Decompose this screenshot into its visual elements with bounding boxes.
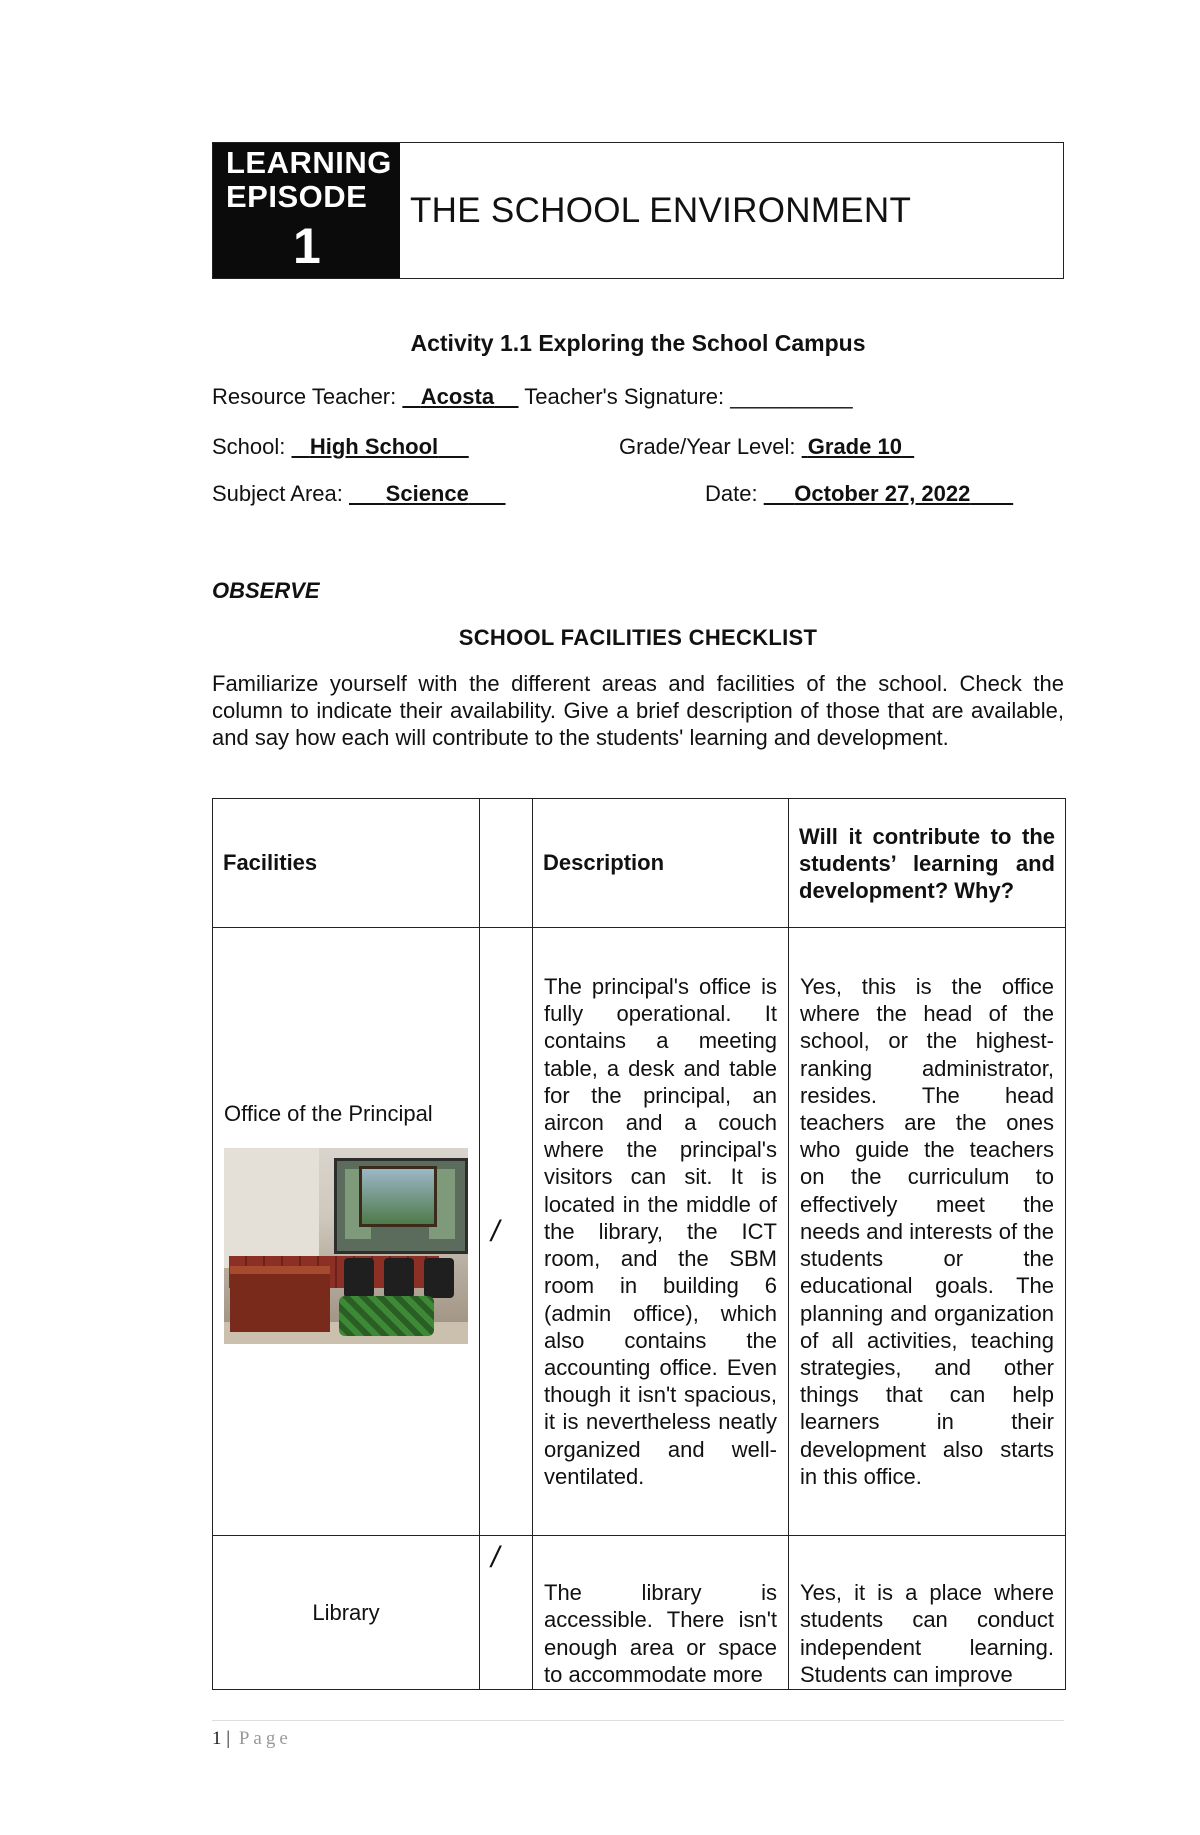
check-cell [480,1536,533,1690]
episode-tag-line2: EPISODE [226,179,368,214]
header-facilities: Facilities [213,799,480,928]
resource-teacher-value: Acosta [420,384,495,409]
info-row-date [705,481,1013,507]
resource-teacher-label: Resource Teacher: [212,384,403,409]
subject-value: Science [385,481,469,506]
footer-page-number: 1 [212,1728,222,1749]
activity-title: Activity 1.1 Exploring the School Campus [410,330,866,356]
description-cell [533,928,789,1536]
page-footer [212,1728,292,1750]
checklist-title: SCHOOL FACILITIES CHECKLIST [458,625,818,650]
description-text: The principal's office is fully operational. It contains a meeting table, a desk and table for the principal, an aircon and a couch where the principal's visitors can sit. It is located in the middle of the library, the ICT room, and the SBM room in building 6 (admin office), which also contains the accounting office. Even though it isn't spacious, it is nevertheless neatly organized and well-ventilated. [544,974,777,1489]
facility-cell [213,1536,480,1690]
facilities-table [212,798,1066,1690]
footer-page-label: Page [238,1728,292,1749]
table-row [213,1536,1066,1690]
date-label: Date: [705,481,764,506]
facility-name: Office of the Principal [224,1101,433,1126]
check-cell [480,928,533,1536]
facility-name: Library [312,1599,380,1625]
grade-value: Grade 10 [807,434,902,459]
observe-heading: OBSERVE [212,578,320,603]
contribution-cell [789,928,1066,1536]
info-row-grade [619,434,914,460]
description-cell [533,1536,789,1690]
principal-office-photo [224,1148,468,1344]
signature-label: Teacher's Signature: [524,384,731,409]
info-row-school [212,434,469,460]
episode-tag [213,143,400,278]
episode-title: THE SCHOOL ENVIRONMENT [410,190,912,230]
header-description: Description [533,799,789,928]
facility-cell [213,928,480,1536]
episode-number: 1 [293,218,321,274]
episode-header [212,142,1064,279]
school-value: High School [309,434,439,459]
description-text: The library is accessible. There isn't enough area or space to accommodate more [544,1580,777,1687]
contribution-text: Yes, this is the office where the head of the school, or the highest-ranking administrator, resides. The head teachers are the ones who guide the teachers on the curriculum to effectively meet the needs and interests of the students or the educational goals. The planning and organization of all activities, teaching strategies, and other things that can help learners in their development also starts in this office. [800,974,1054,1489]
contribution-text: Yes, it is a place where students can conduct independent learning. Students can improve [800,1580,1054,1687]
table-row [213,928,1066,1536]
availability-check: / [491,1541,500,1574]
subject-label: Subject Area: [212,481,349,506]
info-row-subject [212,481,506,507]
table-header-row [213,799,1066,928]
footer-separator: | [226,1728,231,1749]
header-contribution: Will it contribute to the students’ learning and development? Why? [789,799,1066,928]
info-row-teacher [212,384,853,410]
header-check [480,799,533,928]
contribution-cell [789,1536,1066,1690]
date-value: October 27, 2022 [794,481,971,506]
grade-label: Grade/Year Level: [619,434,802,459]
signature-blank: __________ [730,384,853,409]
footer-divider [212,1720,1064,1721]
episode-tag-line1: LEARNING [226,145,392,180]
school-label: School: [212,434,292,459]
instructions-paragraph: Familiarize yourself with the different areas and facilities of the school. Check the column to indicate their availability. Give a brief description of those that are available, and say how each will contribute to the students' learning and development. [212,671,1064,750]
availability-check: / [491,1214,500,1248]
